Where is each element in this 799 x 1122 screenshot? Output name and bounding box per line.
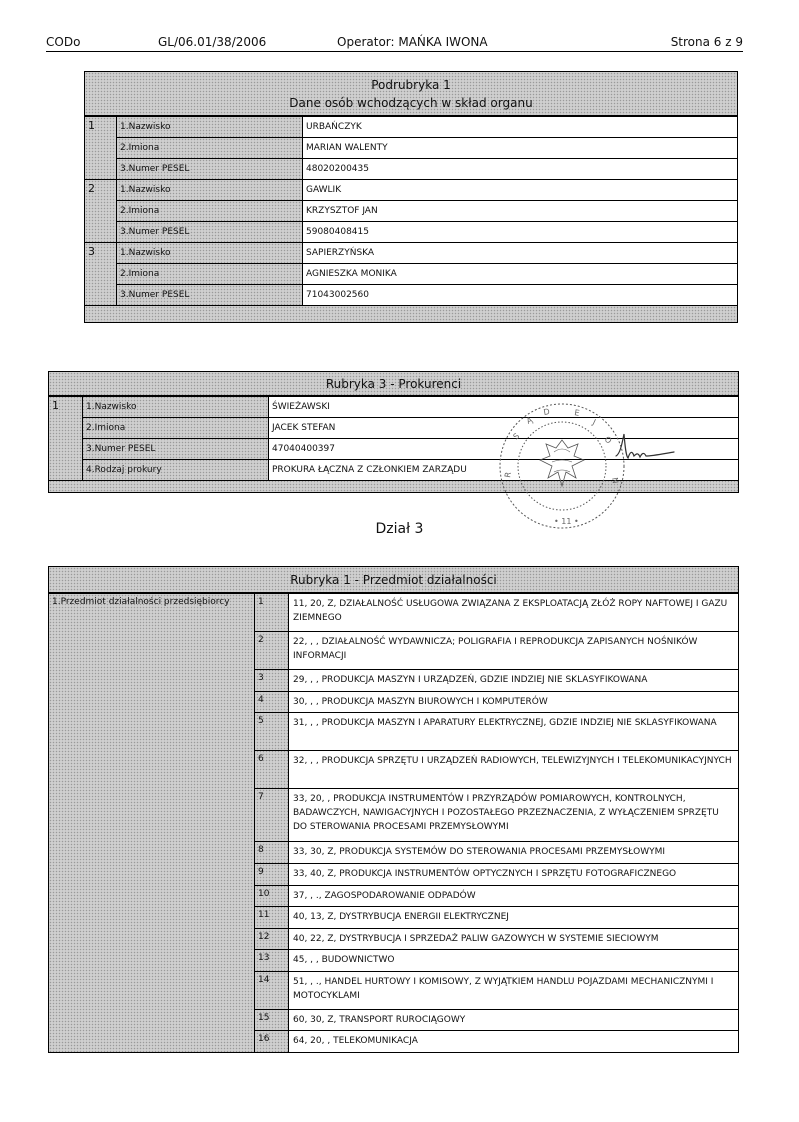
activity-description: 29, , , PRODUKCJA MASZYN I URZĄDZEŃ, GDZIE INDZIEJ NIE SKLASYFIKOWANA — [289, 669, 739, 691]
svg-text:N: N — [610, 476, 620, 485]
field-value: GAWLIK — [303, 180, 738, 201]
activity-number: 9 — [255, 864, 289, 886]
document-code: CODo — [46, 35, 81, 49]
table-row — [49, 397, 739, 418]
table-row — [49, 594, 739, 632]
field-value: 71043002560 — [303, 285, 738, 306]
official-seal-stamp-icon — [496, 400, 628, 532]
activity-number: 6 — [255, 751, 289, 789]
field-value: AGNIESZKA MONIKA — [303, 264, 738, 285]
field-label: 2.Imiona — [83, 418, 269, 439]
field-label: 1.Nazwisko — [117, 243, 303, 264]
activity-description: 60, 30, Z, TRANSPORT RUROCIĄGOWY — [289, 1009, 739, 1031]
activity-number: 11 — [255, 907, 289, 929]
podrubryka-title — [85, 72, 737, 116]
activity-number: 13 — [255, 950, 289, 972]
activity-number: 15 — [255, 1009, 289, 1031]
person-number: 3 — [85, 243, 117, 306]
svg-text:J: J — [591, 417, 598, 427]
field-value: SAPIERZYŃSKA — [303, 243, 738, 264]
svg-text:Ą: Ą — [525, 415, 534, 426]
podrubryka-section — [84, 71, 738, 323]
table-row — [85, 285, 738, 306]
activity-description: 11, 20, Z, DZIAŁALNOŚĆ USŁUGOWA ZWIĄZANA Z EKSPLOATACJĄ ZŁÓŻ ROPY NAFTOWEJ I GAZU ZIEMNEGO — [289, 594, 739, 632]
table-row — [85, 180, 738, 201]
section-heading: Dział 3 — [375, 521, 424, 537]
field-label: 3.Numer PESEL — [117, 285, 303, 306]
person-1 — [85, 117, 738, 180]
activity-description: 33, 40, Z, PRODUKCJA INSTRUMENTÓW OPTYCZNYCH I SPRZĘTU FOTOGRAFICZNEGO — [289, 864, 739, 886]
field-value: 47040400397 — [269, 439, 739, 460]
activity-number: 12 — [255, 928, 289, 950]
field-label: 2.Imiona — [117, 138, 303, 159]
activity-number: 3 — [255, 669, 289, 691]
podrubryka-title-line2: Dane osób wchodzących w skład organu — [289, 96, 533, 110]
activity-description: 64, 20, , TELEKOMUNIKACJA — [289, 1031, 739, 1053]
field-label: 1.Nazwisko — [117, 180, 303, 201]
przedmiot-label: 1.Przedmiot działalności przedsiębiorcy — [49, 594, 255, 1053]
activity-number: 16 — [255, 1031, 289, 1053]
table-row — [85, 201, 738, 222]
activity-number: 7 — [255, 789, 289, 842]
svg-text:• 11 •: • 11 • — [554, 517, 579, 526]
handwritten-signature-icon — [612, 426, 678, 466]
svg-text:O: O — [602, 434, 614, 446]
podrubryka-title-line1: Podrubryka 1 — [371, 78, 451, 92]
activity-number: 4 — [255, 691, 289, 713]
person-number: 2 — [85, 180, 117, 243]
przedmiot-title — [49, 567, 738, 593]
activity-description: 40, 13, Z, DYSTRYBUCJA ENERGII ELEKTRYCZNEJ — [289, 907, 739, 929]
persons-table — [84, 116, 738, 306]
field-value: URBAŃCZYK — [303, 117, 738, 138]
field-value: ŚWIEŻAWSKI — [269, 397, 739, 418]
table-row — [85, 264, 738, 285]
prokurent-number: 1 — [49, 397, 83, 481]
field-value: 59080408415 — [303, 222, 738, 243]
table-row — [85, 222, 738, 243]
activity-number: 2 — [255, 631, 289, 669]
field-label: 2.Imiona — [117, 264, 303, 285]
activity-description: 33, 20, , PRODUKCJA INSTRUMENTÓW I PRZYRZĄDÓW POMIAROWYCH, KONTROLNYCH, BADAWCZYCH, NAWIGACYJNYCH I POZOSTAŁEGO PRZEZNACZENIA, Z WYŁĄCZENIEM SPRZĘTU DO STEROWANIA PROCESAMI PRZEMYSŁOWYMI — [289, 789, 739, 842]
field-value: MARIAN WALENTY — [303, 138, 738, 159]
field-value: 48020200435 — [303, 159, 738, 180]
svg-text:E: E — [573, 408, 581, 418]
activity-number: 5 — [255, 713, 289, 751]
activity-description: 40, 22, Z, DYSTRYBUCJA I SPRZEDAŻ PALIW GAZOWYCH W SYSTEMIE SIECIOWYM — [289, 928, 739, 950]
activity-description: 31, , , PRODUKCJA MASZYN I APARATURY ELEKTRYCZNEJ, GDZIE INDZIEJ NIE SKLASYFIKOWANA — [289, 713, 739, 751]
activity-description: 22, , , DZIAŁALNOŚĆ WYDAWNICZA; POLIGRAFIA I REPRODUKCJA ZAPISANYCH NOŚNIKÓW INFORMACJI — [289, 631, 739, 669]
activity-number: 1 — [255, 594, 289, 632]
activity-description: 37, , ., ZAGOSPODAROWANIE ODPADÓW — [289, 885, 739, 907]
field-label: 4.Rodzaj prokury — [83, 460, 269, 481]
przedmiot-body — [49, 594, 739, 1053]
field-label: 1.Nazwisko — [83, 397, 269, 418]
activity-number: 10 — [255, 885, 289, 907]
table-row — [85, 159, 738, 180]
table-row — [85, 138, 738, 159]
operator-name: Operator: MAŃKA IWONA — [337, 35, 488, 49]
field-value: KRZYSZTOF JAN — [303, 201, 738, 222]
field-label: 3.Numer PESEL — [117, 159, 303, 180]
activity-number: 14 — [255, 971, 289, 1009]
przedmiot-section — [48, 566, 739, 1053]
field-label: 1.Nazwisko — [117, 117, 303, 138]
svg-text:S: S — [511, 431, 522, 442]
person-2 — [85, 180, 738, 243]
field-label: 2.Imiona — [117, 201, 303, 222]
activity-number: 8 — [255, 842, 289, 864]
page-header — [46, 35, 743, 52]
field-value: PROKURA ŁĄCZNA Z CZŁONKIEM ZARZĄDU — [269, 460, 739, 481]
field-label: 3.Numer PESEL — [117, 222, 303, 243]
person-3 — [85, 243, 738, 306]
field-label: 3.Numer PESEL — [83, 439, 269, 460]
activity-description: 33, 30, Z, PRODUKCJA SYSTEMÓW DO STEROWANIA PROCESAMI PRZEMYSŁOWYMI — [289, 842, 739, 864]
svg-text:R: R — [503, 471, 513, 479]
activity-description: 30, , , PRODUKCJA MASZYN BIUROWYCH I KOMPUTERÓW — [289, 691, 739, 713]
reference-number: GL/06.01/38/2006 — [158, 35, 267, 49]
svg-text:D: D — [542, 407, 551, 417]
prokurenci-title — [49, 372, 738, 396]
person-number: 1 — [85, 117, 117, 180]
activity-description: 45, , , BUDOWNICTWO — [289, 950, 739, 972]
activity-description: 32, , , PRODUKCJA SPRZĘTU I URZĄDZEŃ RADIOWYCH, TELEWIZYJNYCH I TELEKOMUNIKACYJNYCH — [289, 751, 739, 789]
przedmiot-title-text: Rubryka 1 - Przedmiot działalności — [290, 573, 497, 587]
table-row — [85, 117, 738, 138]
table-row — [85, 243, 738, 264]
page-number: Strona 6 z 9 — [670, 35, 743, 49]
przedmiot-table — [48, 593, 739, 1053]
activity-description: 51, , ., HANDEL HURTOWY I KOMISOWY, Z WYJĄTKIEM HANDLU POJAZDAMI MECHANICZNYMI I MOTOCYKLAMI — [289, 971, 739, 1009]
prokurenci-title-text: Rubryka 3 - Prokurenci — [325, 377, 462, 391]
field-value: JACEK STEFAN — [269, 418, 739, 439]
